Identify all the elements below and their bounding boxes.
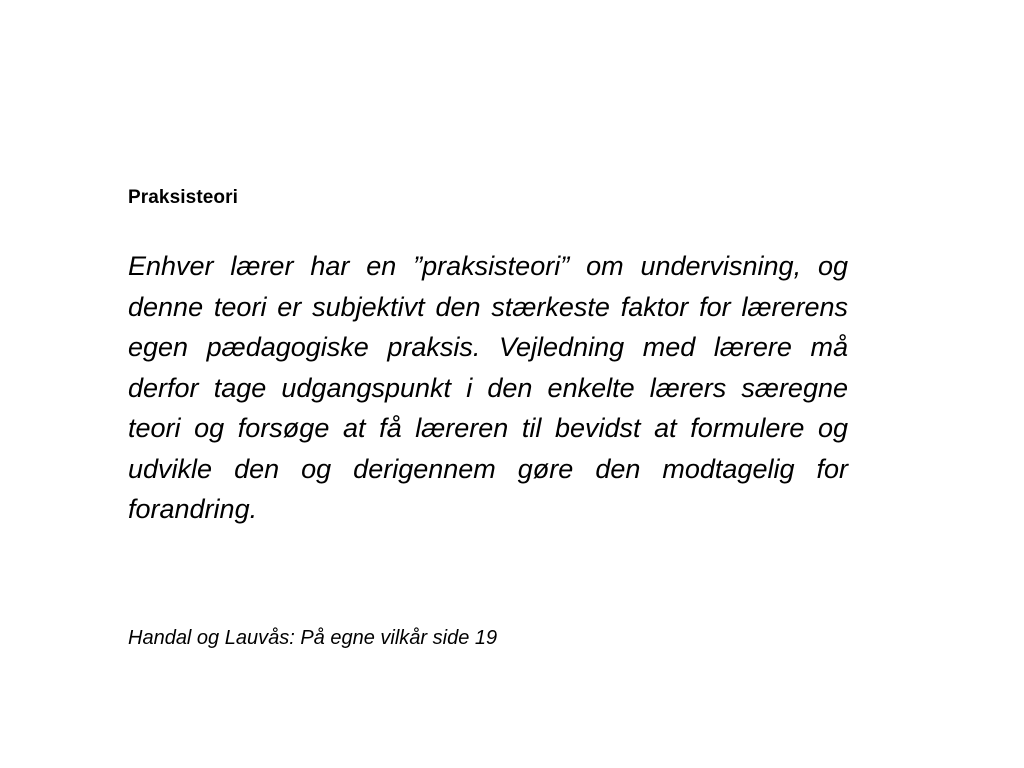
slide-body-text: Enhver lærer har en ”praksisteori” om undervisning, og denne teori er subjektivt den stærkeste faktor for lærerens egen pædagogiske praksis. Vejledning med lærere må derfor tage udgangspunkt i den enkelte lærers særegne teori og forsøge at få læreren til bevidst at formulere og udvikle den og derigennem gøre den modtagelig for forandring. xyxy=(128,251,848,524)
source-citation: Handal og Lauvås: På egne vilkår side 19 xyxy=(128,627,498,649)
slide-title: Praksisteori xyxy=(128,187,238,208)
